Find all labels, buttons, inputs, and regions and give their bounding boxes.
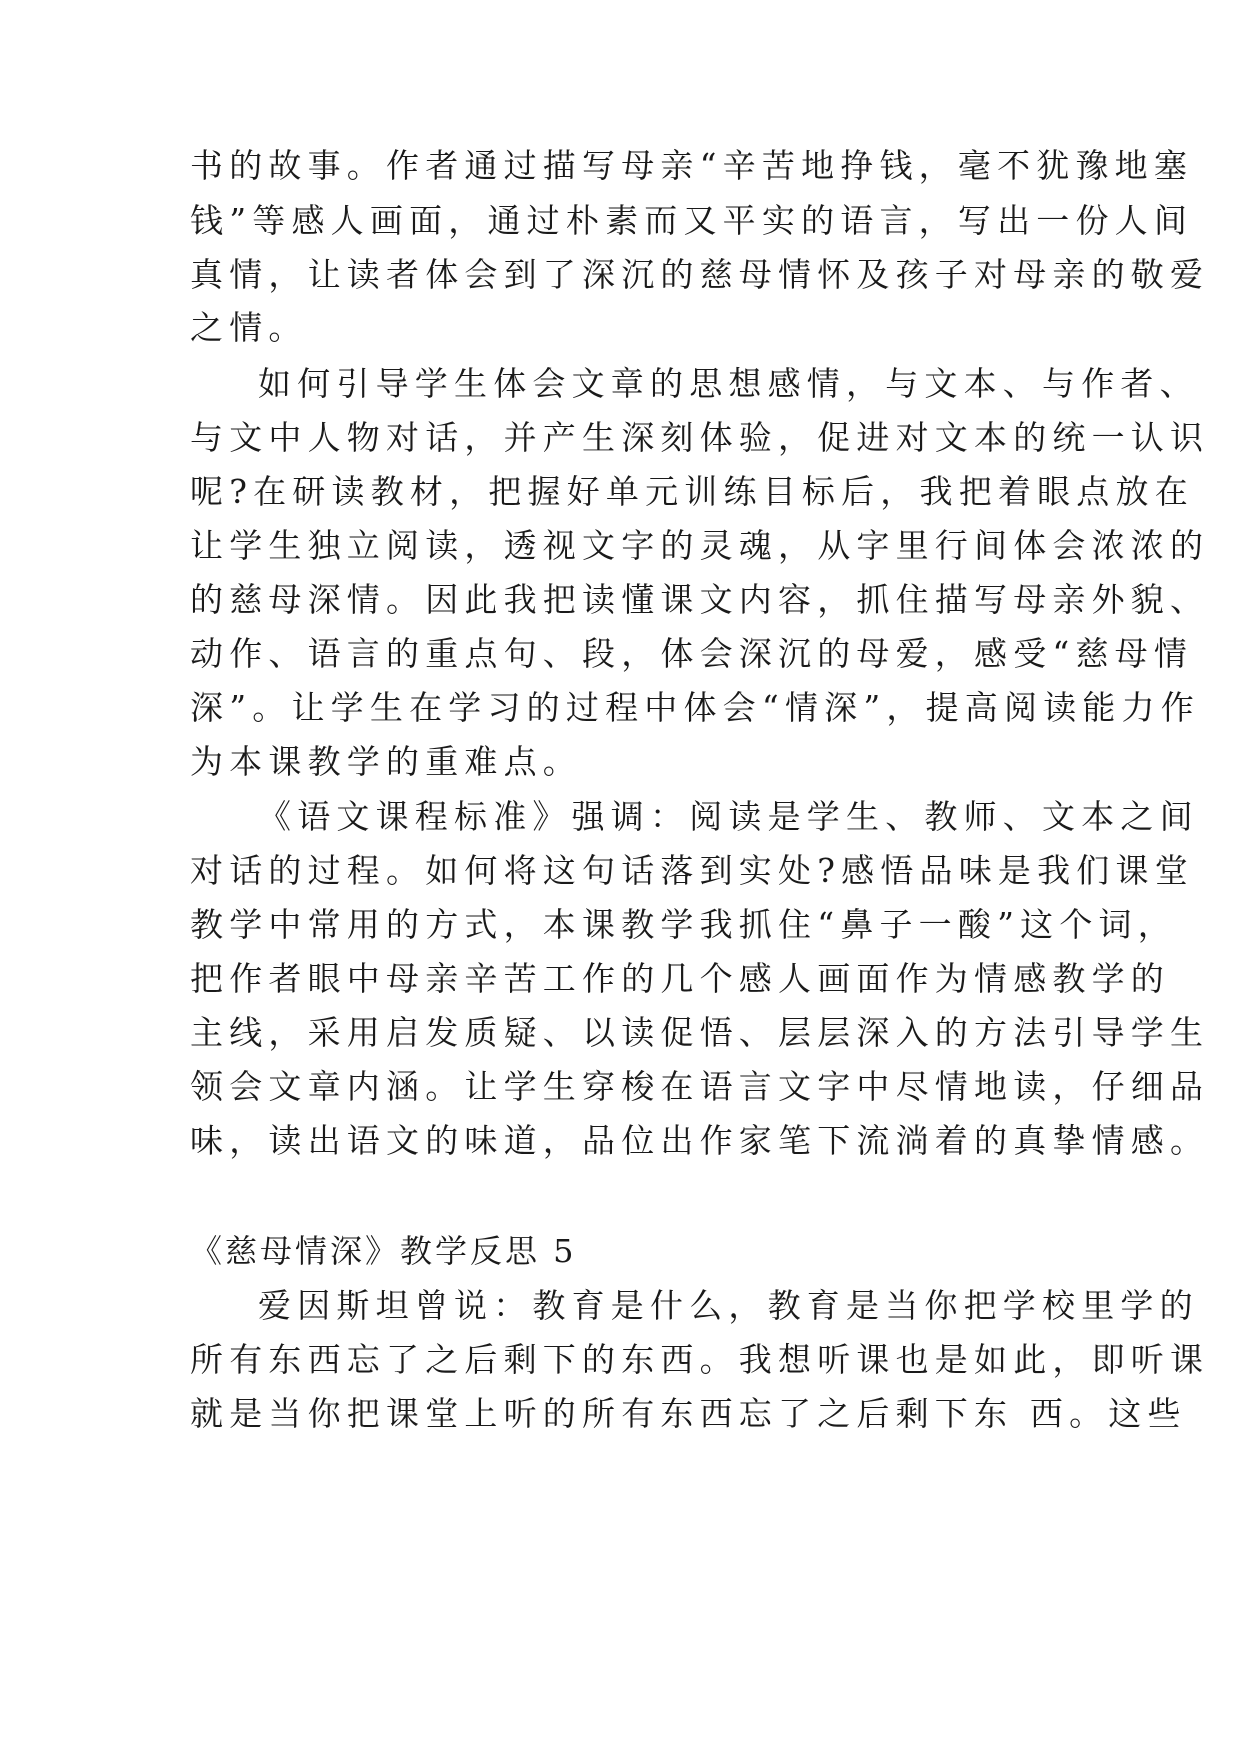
text-line: 呢?在研读教材，把握好单元训练目标后，我把着眼点放在 <box>190 472 1194 511</box>
text-line: 对话的过程。如何将这句话落到实处?感悟品味是我们课堂 <box>190 851 1194 890</box>
text-line: 《语文课程标准》强调：阅读是学生、教师、文本之间 <box>258 797 1199 836</box>
text-line: 为本课教学的重难点。 <box>190 742 582 781</box>
text-line: 如何引导学生体会文章的思想感情，与文本、与作者、 <box>258 364 1199 403</box>
text-line: 把作者眼中母亲辛苦工作的几个感人画面作为情感教学的 <box>190 959 1170 998</box>
text-line: 让学生独立阅读，透视文字的灵魂，从字里行间体会浓浓的 <box>190 526 1210 565</box>
text-line: 教学中常用的方式，本课教学我抓住“鼻子一酸”这个词， <box>190 905 1177 944</box>
text-line: 书的故事。作者通过描写母亲“辛苦地挣钱，毫不犹豫地塞 <box>190 146 1194 185</box>
text-line: 主线，采用启发质疑、以读促悟、层层深入的方法引导学生 <box>190 1013 1210 1052</box>
text-line: 真情，让读者体会到了深沉的慈母情怀及孩子对母亲的敬爱 <box>190 255 1210 294</box>
text-line: 钱”等感人画面，通过朴素而又平实的语言，写出一份人间 <box>190 201 1194 240</box>
text-line: 爱因斯坦曾说：教育是什么，教育是当你把学校里学的 <box>258 1286 1199 1325</box>
text-line: 之情。 <box>190 308 308 347</box>
text-line: 与文中人物对话，并产生深刻体验，促进对文本的统一认识 <box>190 418 1210 457</box>
text-line: 就是当你把课堂上听的所有东西忘了之后剩下东 西。这些 <box>190 1394 1187 1433</box>
text-line: 深”。让学生在学习的过程中体会“情深”，提高阅读能力作 <box>190 688 1201 727</box>
text-line: 所有东西忘了之后剩下的东西。我想听课也是如此，即听课 <box>190 1340 1210 1379</box>
section-heading: 《慈母情深》教学反思 5 <box>190 1232 577 1270</box>
text-line: 的慈母深情。因此我把读懂课文内容，抓住描写母亲外貌、 <box>190 580 1210 619</box>
text-line: 动作、语言的重点句、段，体会深沉的母爱，感受“慈母情 <box>190 634 1194 673</box>
text-line: 领会文章内涵。让学生穿梭在语言文字中尽情地读，仔细品 <box>190 1067 1210 1106</box>
text-line: 味，读出语文的味道，品位出作家笔下流淌着的真挚情感。 <box>190 1121 1210 1160</box>
